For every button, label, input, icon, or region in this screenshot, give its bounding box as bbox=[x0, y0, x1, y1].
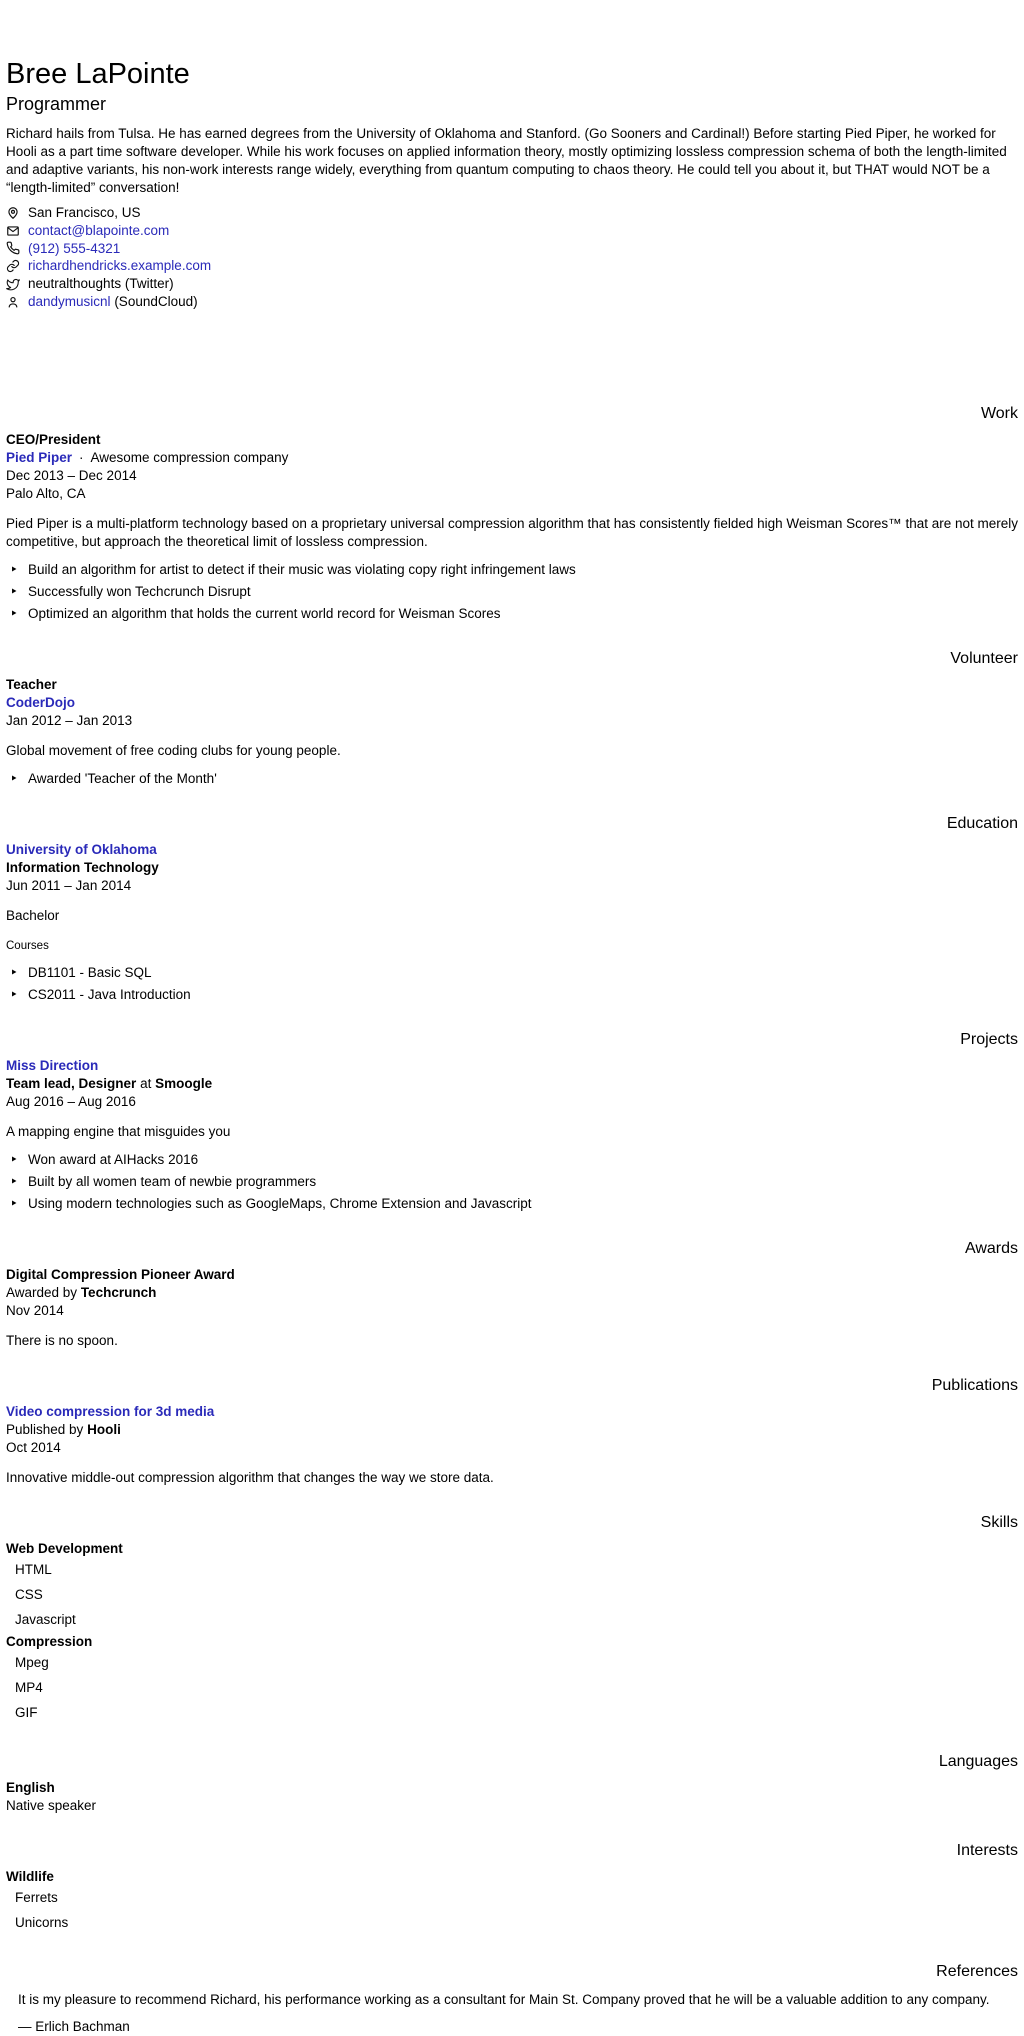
skill-keyword: GIF bbox=[15, 1705, 38, 1721]
volunteer-dates: Jan 2012 – Jan 2013 bbox=[6, 712, 133, 728]
work-highlight-item: ‣ Successfully won Techcrunch Disrupt bbox=[6, 583, 1018, 601]
volunteer-organization-line bbox=[6, 694, 1018, 712]
reference-attribution: — Erlich Bachman bbox=[18, 2018, 130, 2034]
project-roles-line bbox=[6, 1075, 1018, 1093]
soundcloud-network-label: (SoundCloud) bbox=[114, 293, 198, 309]
work-highlights bbox=[6, 561, 1018, 623]
award-title: Digital Compression Pioneer Award bbox=[6, 1266, 235, 1282]
languages-section-title: Languages bbox=[938, 1752, 1018, 1770]
education-courses bbox=[6, 964, 1018, 1004]
interest-name: Wildlife bbox=[6, 1868, 54, 1884]
twitter-bird-icon bbox=[6, 277, 20, 291]
award-summary: There is no spoon. bbox=[6, 1332, 118, 1348]
skill-keywords bbox=[6, 1651, 1018, 1726]
twitter-handle-text: neutralthoughts (Twitter) bbox=[28, 276, 174, 292]
work-highlight-item: ‣ Optimized an algorithm that holds the current world record for Weisman Scores bbox=[6, 605, 1018, 623]
project-entity: Smoogle bbox=[155, 1075, 213, 1091]
project-name-line bbox=[6, 1057, 1018, 1075]
envelope-icon bbox=[6, 224, 20, 238]
language-fluency: Native speaker bbox=[6, 1797, 97, 1813]
phone-link[interactable]: (912) 555-4321 bbox=[28, 240, 121, 256]
skill-keyword: Mpeg bbox=[15, 1655, 49, 1671]
section-references bbox=[6, 1963, 1018, 2036]
location-pin-icon bbox=[6, 206, 20, 220]
project-highlight-item: ‣ Won award at AIHacks 2016 bbox=[6, 1151, 1018, 1169]
skill-group-name: Web Development bbox=[6, 1540, 123, 1556]
contact-location bbox=[6, 204, 1018, 222]
location-text: San Francisco, US bbox=[28, 204, 141, 220]
project-highlights bbox=[6, 1151, 1018, 1213]
work-company-line bbox=[6, 449, 1018, 467]
interest-keyword: Ferrets bbox=[15, 1890, 58, 1906]
education-study-type: Bachelor bbox=[6, 907, 60, 923]
education-institution-link[interactable]: University of Oklahoma bbox=[6, 841, 157, 857]
soundcloud-link[interactable]: dandymusicnl bbox=[28, 293, 111, 309]
interest-keyword: Unicorns bbox=[15, 1915, 69, 1931]
project-summary: A mapping engine that misguides you bbox=[6, 1123, 231, 1139]
person-name: Bree LaPointe bbox=[6, 58, 190, 90]
interest-keywords bbox=[6, 1886, 1018, 1936]
skill-keywords bbox=[6, 1558, 1018, 1633]
work-highlight-item: ‣ Build an algorithm for artist to detect if their music was violating copy right infringement laws bbox=[6, 561, 1018, 579]
volunteer-organization-link[interactable]: CoderDojo bbox=[6, 694, 75, 710]
person-title: Programmer bbox=[6, 94, 107, 115]
awards-section-title: Awards bbox=[964, 1239, 1018, 1257]
section-publications bbox=[6, 1377, 1018, 1487]
publication-name-link[interactable]: Video compression for 3d media bbox=[6, 1403, 215, 1419]
person-summary: Richard hails from Tulsa. He has earned degrees from the University of Oklahoma and Stanford. (Go Sooners and Cardinal!) Before starting Pied Piper, he worked for Hooli as a part time software developer. While his work focuses on applied information theory, mostly optimizing lossless compression schema of both the length-limited and adaptive variants, his non-work interests range widely, everything from quantum computing to chaos theory. He could tell you about it, but THAT would NOT be a “length-limited” conversation! bbox=[6, 125, 1007, 195]
work-summary: Pied Piper is a multi-platform technology based on a proprietary universal compression algorithm that has consistently fielded high Weisman Scores™ that are not merely competitive, but approach the theoretical limit of lossless compression. bbox=[6, 515, 1018, 549]
section-volunteer bbox=[6, 650, 1018, 788]
publication-publisher: Hooli bbox=[87, 1421, 121, 1437]
volunteer-section-title: Volunteer bbox=[950, 649, 1018, 667]
work-section-title: Work bbox=[980, 404, 1018, 422]
phone-icon bbox=[6, 241, 20, 255]
education-area: Information Technology bbox=[6, 859, 159, 875]
section-skills bbox=[6, 1514, 1018, 1726]
user-icon bbox=[6, 295, 20, 309]
published-by-label: Published by bbox=[6, 1421, 84, 1437]
reference-quote: It is my pleasure to recommend Richard, his performance working as a consultant for Main St. Company proved that he will be a valuable addition to any company. bbox=[18, 1991, 990, 2007]
contact-email bbox=[6, 222, 1018, 240]
publication-date: Oct 2014 bbox=[6, 1439, 61, 1455]
award-awarder-line bbox=[6, 1284, 1018, 1302]
education-section-title: Education bbox=[946, 814, 1018, 832]
project-highlight-item: ‣ Using modern technologies such as GoogleMaps, Chrome Extension and Javascript bbox=[6, 1195, 1018, 1213]
project-at-label: at bbox=[140, 1075, 152, 1091]
resume-header bbox=[6, 58, 1018, 311]
volunteer-highlights bbox=[6, 770, 1018, 788]
skill-group-name: Compression bbox=[6, 1633, 93, 1649]
website-link[interactable]: richardhendricks.example.com bbox=[28, 258, 212, 274]
publication-name-line bbox=[6, 1403, 1018, 1421]
education-institution-line bbox=[6, 841, 1018, 859]
skill-keyword: HTML bbox=[15, 1562, 52, 1578]
publications-section-title: Publications bbox=[931, 1376, 1018, 1394]
publication-publisher-line bbox=[6, 1421, 1018, 1439]
projects-section-title: Projects bbox=[960, 1030, 1018, 1048]
link-icon bbox=[6, 259, 20, 273]
section-languages bbox=[6, 1753, 1018, 1815]
volunteer-summary: Global movement of free coding clubs for young people. bbox=[6, 742, 341, 758]
section-interests bbox=[6, 1842, 1018, 1936]
education-courses-label: Courses bbox=[6, 939, 49, 952]
contact-list bbox=[6, 204, 1018, 311]
publication-summary: Innovative middle-out compression algorithm that changes the way we store data. bbox=[6, 1469, 494, 1485]
awarded-by-label: Awarded by bbox=[6, 1284, 78, 1300]
award-awarder: Techcrunch bbox=[80, 1284, 157, 1300]
contact-website bbox=[6, 257, 1018, 275]
volunteer-position: Teacher bbox=[6, 676, 57, 692]
company-separator: · bbox=[79, 449, 84, 465]
section-education bbox=[6, 815, 1018, 1004]
work-company-link[interactable]: Pied Piper bbox=[6, 449, 73, 465]
work-dates: Dec 2013 – Dec 2014 bbox=[6, 467, 137, 483]
contact-soundcloud bbox=[6, 293, 1018, 311]
references-section-title: References bbox=[936, 1962, 1018, 1980]
work-location: Palo Alto, CA bbox=[6, 485, 86, 501]
soundcloud-text bbox=[28, 293, 198, 311]
work-position: CEO/President bbox=[6, 431, 101, 447]
skill-keyword: CSS bbox=[15, 1587, 43, 1603]
project-dates: Aug 2016 – Aug 2016 bbox=[6, 1093, 136, 1109]
skill-keyword: Javascript bbox=[15, 1612, 76, 1628]
skills-section-title: Skills bbox=[980, 1513, 1018, 1531]
education-dates: Jun 2011 – Jan 2014 bbox=[6, 877, 132, 893]
interests-section-title: Interests bbox=[956, 1841, 1018, 1859]
section-work bbox=[6, 405, 1018, 623]
course-item: ‣ CS2011 - Java Introduction bbox=[6, 986, 1018, 1004]
section-awards bbox=[6, 1240, 1018, 1350]
contact-phone bbox=[6, 240, 1018, 258]
language-name: English bbox=[6, 1779, 55, 1795]
contact-twitter bbox=[6, 275, 1018, 293]
work-company-description: Awesome compression company bbox=[90, 449, 289, 465]
course-item: ‣ DB1101 - Basic SQL bbox=[6, 964, 1018, 982]
award-date: Nov 2014 bbox=[6, 1302, 64, 1318]
email-link[interactable]: contact@blapointe.com bbox=[28, 222, 170, 238]
section-projects bbox=[6, 1031, 1018, 1213]
project-name-link[interactable]: Miss Direction bbox=[6, 1057, 99, 1073]
project-highlight-item: ‣ Built by all women team of newbie programmers bbox=[6, 1173, 1018, 1191]
volunteer-highlight-item: ‣ Awarded 'Teacher of the Month' bbox=[6, 770, 1018, 788]
project-roles: Team lead, Designer bbox=[6, 1075, 137, 1091]
skill-keyword: MP4 bbox=[15, 1680, 43, 1696]
